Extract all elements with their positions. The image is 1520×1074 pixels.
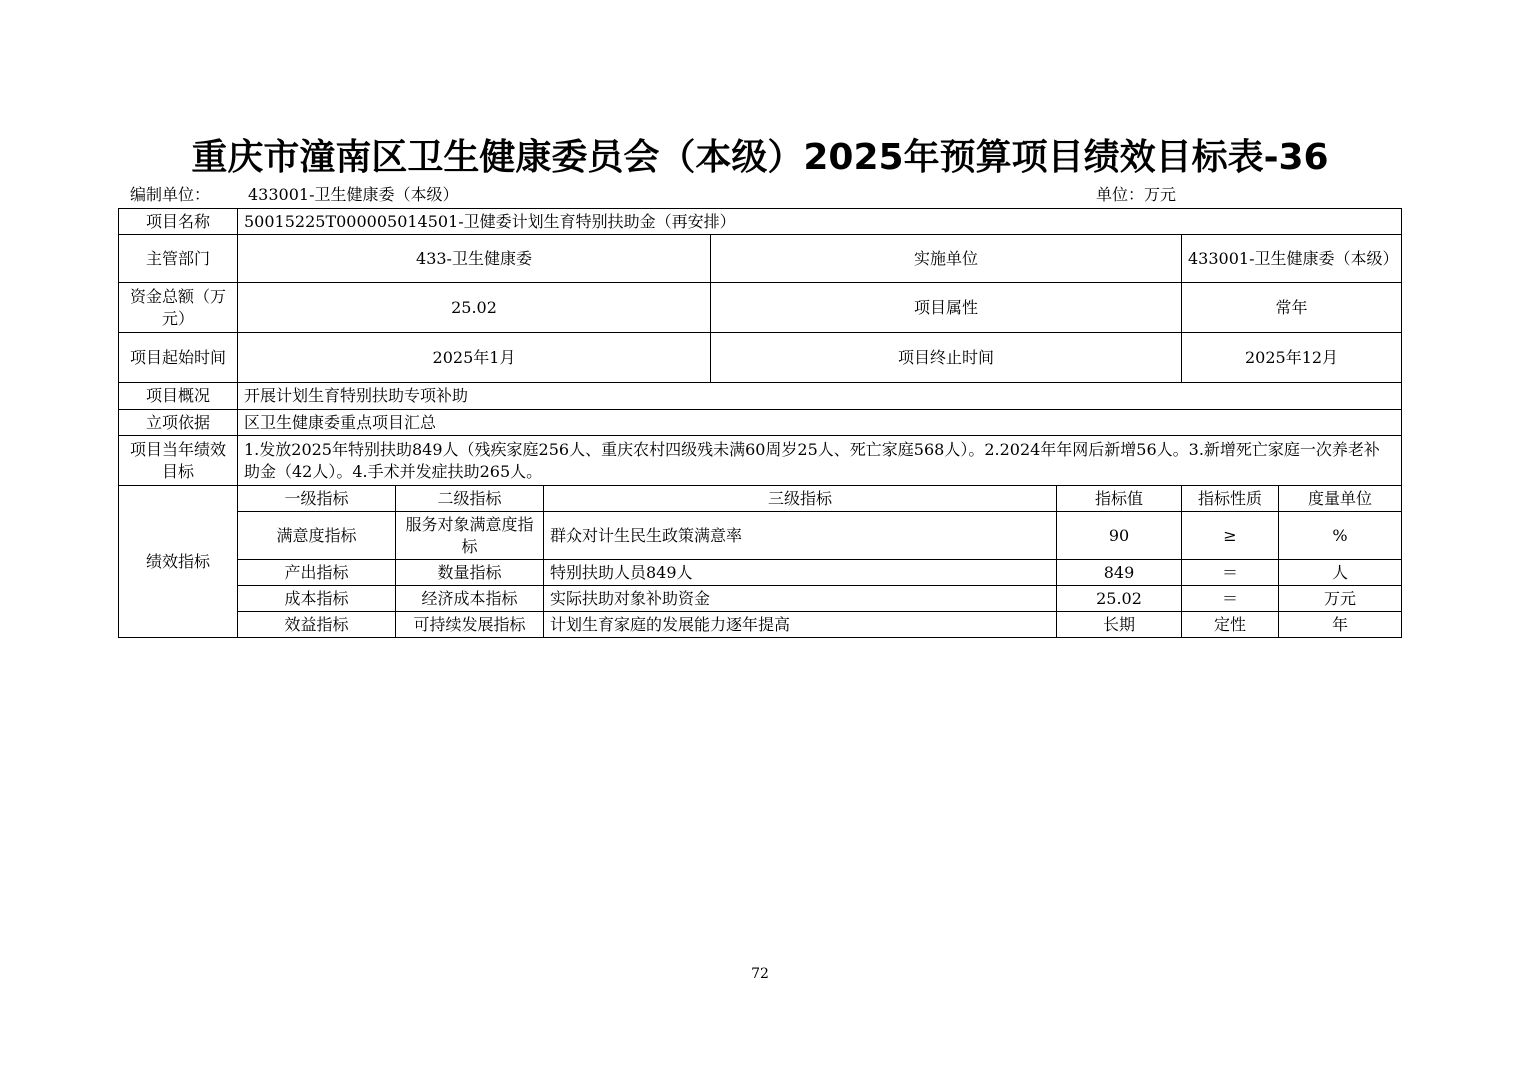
row-goal bbox=[119, 436, 1402, 486]
indicator-level2: 可持续发展指标 bbox=[396, 612, 544, 638]
row-fund bbox=[119, 283, 1402, 333]
start-label: 项目起始时间 bbox=[119, 333, 238, 383]
goal-label: 项目当年绩效目标 bbox=[119, 436, 238, 486]
indicator-nature: 定性 bbox=[1182, 612, 1279, 638]
header-level2: 二级指标 bbox=[396, 486, 544, 512]
indicator-level3: 特别扶助人员849人 bbox=[544, 560, 1057, 586]
indicator-level1: 满意度指标 bbox=[238, 512, 396, 560]
attr-label: 项目属性 bbox=[711, 283, 1182, 333]
header-level1: 一级指标 bbox=[238, 486, 396, 512]
row-time bbox=[119, 333, 1402, 383]
basis-value: 区卫生健康委重点项目汇总 bbox=[238, 410, 1402, 436]
goal-value: 1.发放2025年特别扶助849人（残疾家庭256人、重庆农村四级残未满60周岁25人、死亡家庭568人）。2.2024年年网后新增56人。3.新增死亡家庭一次养老补助金（42人）。4.手术并发症扶助265人。 bbox=[238, 436, 1402, 486]
overview-label: 项目概况 bbox=[119, 383, 238, 410]
indicator-level3: 群众对计生民生政策满意率 bbox=[544, 512, 1057, 560]
indicator-level1: 效益指标 bbox=[238, 612, 396, 638]
indicator-level2: 经济成本指标 bbox=[396, 586, 544, 612]
indicator-nature: ≥ bbox=[1182, 512, 1279, 560]
indicator-value: 849 bbox=[1057, 560, 1182, 586]
row-department bbox=[119, 235, 1402, 283]
indicator-level2: 服务对象满意度指标 bbox=[396, 512, 544, 560]
currency-unit: 单位：万元 bbox=[1096, 185, 1177, 204]
indicator-level1: 产出指标 bbox=[238, 560, 396, 586]
indicator-unit: 人 bbox=[1279, 560, 1402, 586]
indicator-value: 长期 bbox=[1057, 612, 1182, 638]
page-number: 72 bbox=[751, 966, 769, 982]
indicator-unit: 万元 bbox=[1279, 586, 1402, 612]
overview-value: 开展计划生育特别扶助专项补助 bbox=[238, 383, 1402, 410]
indicator-level2: 数量指标 bbox=[396, 560, 544, 586]
end-label: 项目终止时间 bbox=[711, 333, 1182, 383]
table-row bbox=[119, 512, 1402, 560]
row-overview bbox=[119, 383, 1402, 410]
row-basis bbox=[119, 410, 1402, 436]
table-row bbox=[119, 560, 1402, 586]
dept-label: 主管部门 bbox=[119, 235, 238, 283]
indicator-value: 90 bbox=[1057, 512, 1182, 560]
impl-unit-value: 433001-卫生健康委（本级） bbox=[1182, 235, 1402, 283]
performance-target-table bbox=[118, 208, 1402, 638]
indicator-level3: 实际扶助对象补助资金 bbox=[544, 586, 1057, 612]
fund-label: 资金总额（万元） bbox=[119, 283, 238, 333]
end-value: 2025年12月 bbox=[1182, 333, 1402, 383]
indicator-header-row bbox=[119, 486, 1402, 512]
start-value: 2025年1月 bbox=[238, 333, 711, 383]
header-value: 指标值 bbox=[1057, 486, 1182, 512]
compile-unit-label: 编制单位： bbox=[130, 185, 211, 204]
project-name-label: 项目名称 bbox=[119, 209, 238, 235]
indicator-value: 25.02 bbox=[1057, 586, 1182, 612]
row-project-name bbox=[119, 209, 1402, 235]
indicator-nature: ＝ bbox=[1182, 586, 1279, 612]
indicator-unit: 年 bbox=[1279, 612, 1402, 638]
compile-unit-value: 433001-卫生健康委（本级） bbox=[248, 185, 459, 204]
table-row bbox=[119, 586, 1402, 612]
table-row bbox=[119, 612, 1402, 638]
dept-value: 433-卫生健康委 bbox=[238, 235, 711, 283]
project-name-value: 50015225T000005014501-卫健委计划生育特别扶助金（再安排） bbox=[238, 209, 1402, 235]
basis-label: 立项依据 bbox=[119, 410, 238, 436]
indicator-nature: ＝ bbox=[1182, 560, 1279, 586]
indicator-section-label: 绩效指标 bbox=[119, 486, 238, 638]
header-nature: 指标性质 bbox=[1182, 486, 1279, 512]
header-level3: 三级指标 bbox=[544, 486, 1057, 512]
indicator-level1: 成本指标 bbox=[238, 586, 396, 612]
indicator-unit: % bbox=[1279, 512, 1402, 560]
indicator-level3: 计划生育家庭的发展能力逐年提高 bbox=[544, 612, 1057, 638]
header-unit: 度量单位 bbox=[1279, 486, 1402, 512]
impl-unit-label: 实施单位 bbox=[711, 235, 1182, 283]
page-title: 重庆市潼南区卫生健康委员会（本级）2025年预算项目绩效目标表-36 bbox=[191, 137, 1329, 178]
fund-value: 25.02 bbox=[238, 283, 711, 333]
attr-value: 常年 bbox=[1182, 283, 1402, 333]
